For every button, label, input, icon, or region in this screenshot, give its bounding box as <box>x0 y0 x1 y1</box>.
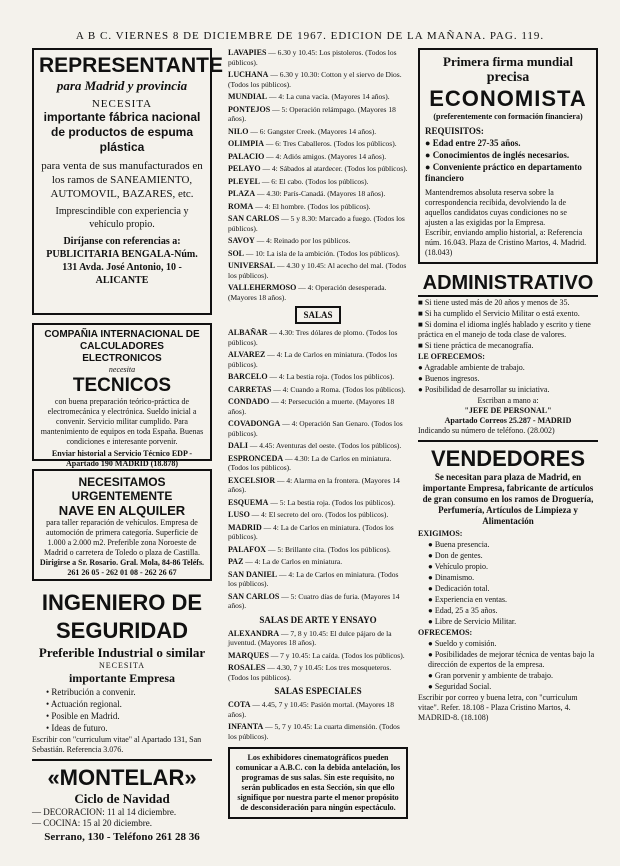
ad-contact: Enviar historial a Servicio Técnico EDP - Apartado 190 MADRID (18.878) <box>51 449 193 468</box>
list-item: ● Buenos ingresos. <box>418 374 480 383</box>
listing-name: LAVAPIES <box>228 48 267 57</box>
listing-entry <box>228 700 408 719</box>
listing-entry <box>228 249 408 259</box>
listing-text: — 4: Operación San Genaro. (Todos los públicos). <box>228 419 403 438</box>
listing-name: EXCELSIOR <box>228 475 276 485</box>
listing-text: — 5: Operación relámpago. (Mayores 18 años). <box>228 104 396 123</box>
listing-entry <box>228 328 408 347</box>
list-item: • Posible en Madrid. <box>46 711 120 721</box>
listing-text: — 6: Gangster Creek. (Mayores 14 años). <box>250 126 377 136</box>
listing-entry <box>228 557 408 567</box>
listing-name: SOL <box>228 248 245 258</box>
list-item: • Ideas de futuro. <box>46 723 108 733</box>
listing-text: — 4.30: Tres dólares de plomo. (Todos los públicos). <box>228 328 398 347</box>
listing-name: SAN CARLOS <box>228 214 280 223</box>
listing-name: OLIMPIA <box>228 139 264 148</box>
section-label: SALAS DE ARTE Y ENSAYO <box>259 614 377 625</box>
listing-text: — 4.45: Aventuras del oeste. (Todos los públicos). <box>249 441 402 450</box>
listing-text: — 4: Operación desesperada. (Mayores 18 años). <box>228 283 387 302</box>
listing-entry <box>228 419 408 438</box>
listing-entry <box>228 570 408 589</box>
listing-text: — 7 y 10.45: La caída. (Todos los públicos). <box>270 650 405 660</box>
listing-name: PELAYO <box>228 164 261 173</box>
listing-entry <box>228 214 408 233</box>
list-item: — COCINA: 15 al 20 diciembre. <box>32 818 152 828</box>
ad-title: Primera firma mundial <box>443 54 573 69</box>
list-item: ● Conocimientos de inglés necesarios. <box>425 150 570 160</box>
list-item: ● Conveniente práctico en departamento financiero <box>425 162 582 183</box>
listing-entry <box>228 498 408 508</box>
section-heading <box>228 615 408 625</box>
listing-name: LUCHANA <box>228 70 269 79</box>
req-label: REQUISITOS: <box>425 126 484 136</box>
ad-ingeniero <box>32 589 212 755</box>
list-item: • Actuación regional. <box>46 699 122 709</box>
left-column <box>32 48 223 843</box>
listing-name: ESPRONCEDA <box>228 453 284 463</box>
listing-name: MUNDIAL <box>228 92 268 101</box>
listing-text: — 4.45, 7 y 10.45: Pasión mortal. (Mayores 18 años). <box>228 700 395 719</box>
list-item: • Retribución a convenir. <box>46 687 136 697</box>
listing-entry <box>228 476 408 495</box>
ad-company: importante fábrica nacional de productos de espuma plástica <box>43 110 201 154</box>
listing-entry <box>228 236 408 246</box>
listing-text: — 6.30 y 10.45: Los pistoleros. (Todos los públicos). <box>228 48 397 67</box>
ad-items <box>32 807 212 829</box>
listing-entry <box>228 283 408 302</box>
ad-montelar <box>32 765 212 843</box>
list-item: ● Edad, 25 a 35 años. <box>428 606 498 615</box>
listing-text: — 4.30 y 10.45: Al acecho del mal. (Todos los públicos). <box>228 261 407 280</box>
ad-necesita: necesita <box>108 365 136 374</box>
ad-text: para venta de sus manufacturados en los ramos de SANEAMIENTO, AUTOMOVIL, BAZARES, etc. <box>41 160 203 200</box>
section-heading <box>228 306 408 324</box>
list-item: ● Seguridad Social. <box>428 682 492 691</box>
listing-entry <box>228 510 408 520</box>
listing-text: — 5, 7 y 10.45: La cuarta dimensión. (Todos los públicos). <box>228 722 400 741</box>
exhibitor-notice: Los exhibidores cinematográficos pueden comunicar a A.B.C. con la debida antelación, los programas de sus salas. Sin este requisito, no serán publicados en esta Sección, sin que ello signifique por nuestra parte el menor propósito de desconsideración para ningún espectáculo. <box>228 747 408 819</box>
ad-empresa: importante Empresa <box>68 671 176 685</box>
ofrece-label: LE OFRECEMOS: <box>418 352 485 361</box>
listing-name: MARQUES <box>228 650 269 660</box>
listing-entry <box>228 177 408 187</box>
ad-nave <box>32 469 212 581</box>
listing-name: LUSO <box>228 510 250 519</box>
listing-text: — 4: La cuna vacía. (Mayores 14 años). <box>268 92 390 101</box>
listing-entry <box>228 441 408 451</box>
listing-entry <box>228 629 408 648</box>
list-item: — DECORACION: 11 al 14 diciembre. <box>32 807 177 817</box>
listing-text: — 4.30: París-Canadá. (Mayores 18 años). <box>257 189 386 198</box>
listing-name: INFANTA <box>228 722 264 731</box>
ad-text: Mantendremos absoluta reserva sobre la correspondencia recibida, devolviendo la de aquellos candidatos cuyas condiciones no se ajusten a las exigidas por la Empresa. <box>425 188 567 227</box>
listing-name: PALACIO <box>228 151 265 161</box>
listing-entry <box>228 152 408 162</box>
list-item: ● Dedicación total. <box>428 584 490 593</box>
list-item: ● Don de gentes. <box>428 551 483 560</box>
listing-name: SAVOY <box>228 236 255 245</box>
ad-intro: Se necesitan para plaza de Madrid, en importante Empresa, fabricante de artículos de gran consumo en los ramos de Droguería, Perfumería, Artículos de Limpieza y Alimentación <box>422 472 594 526</box>
listing-name: ESQUEMA <box>228 497 269 507</box>
ad-contact: Escribir, enviando amplio historial, a: Referencia núm. 16.043. Plaza de Cristino Martos, 4. Madrid. (18.043) <box>425 228 587 257</box>
listing-entry <box>228 722 408 741</box>
ad-contact: Escribir por correo y buena letra, con "curriculum vitae". Refer. 18.108 - Plaza Cristino Martos, 4. MADRID-8. (18.108) <box>418 693 578 722</box>
listing-name: DALI <box>228 441 249 450</box>
exig-label: EXIGIMOS: <box>418 529 463 538</box>
listing-text: — 4.30: La de Carlos en miniatura. (Todos los públicos). <box>228 453 392 472</box>
right-column <box>418 48 598 723</box>
list-item: ● Buena presencia. <box>428 540 490 549</box>
listing-entry <box>228 92 408 102</box>
listing-text: — 4.30, 7 y 10.45: Los tres mosqueteros. (Todos los públicos). <box>228 663 392 682</box>
section-heading <box>228 686 408 696</box>
listing-text: — 4: Cuando a Roma. (Todos los públicos). <box>273 384 406 394</box>
list-item: ● Agradable ambiente de trabajo. <box>418 363 525 372</box>
contact4: Indicando su número de teléfono. (28.002) <box>418 426 555 435</box>
list-item: ● Sueldo y comisión. <box>428 639 497 648</box>
ad-items <box>32 687 212 734</box>
ad-title: REPRESENTANTE <box>39 54 223 77</box>
ad-subtitle: para Madrid y provincia <box>56 78 188 93</box>
exig-list <box>418 540 598 627</box>
ad-items <box>418 298 598 351</box>
ad-company: COMPAÑIA INTERNACIONAL DE CALCULADORES ELECTRONICOS <box>44 329 200 364</box>
listing-entry <box>228 48 408 67</box>
listing-text: — 4: Reinado por los públicos. <box>256 236 351 245</box>
cinema-listings <box>228 48 408 827</box>
listing-name: PALAFOX <box>228 544 267 554</box>
listing-entry <box>228 139 408 149</box>
listing-text: — 4: Persecución a muerte. (Mayores 18 años). <box>228 397 395 416</box>
list-item: ● Experiencia en ventas. <box>428 595 508 604</box>
listing-text: — 4: Alarma en la frontera. (Mayores 14 años). <box>228 475 400 494</box>
ad-title: TECNICOS <box>72 375 172 396</box>
listing-entry <box>228 350 408 369</box>
listing-text: — 4: Sábados al atardecer. (Todos los públicos). <box>262 164 408 173</box>
listing-entry <box>228 372 408 382</box>
listing-entry <box>228 651 408 661</box>
listing-text: — 10: La isla de la ambición. (Todos los públicos). <box>245 248 400 258</box>
ad-contact: Escribir con "curriculum vitae" al Apartado 131, San Sebastián. Referencia 3.076. <box>32 735 202 754</box>
listing-text: — 4: El hombre. (Todos los públicos). <box>255 201 371 211</box>
listing-text: — 6: Tres Caballeros. (Todos los públicos). <box>265 139 397 148</box>
list-item: ■ Si tiene práctica de mecanografía. <box>418 341 534 350</box>
listing-entry <box>228 592 408 611</box>
listing-entry <box>228 189 408 199</box>
ad-economista <box>418 48 598 264</box>
section-label: SALAS ESPECIALES <box>274 686 362 696</box>
ad-contact: Serrano, 130 - Teléfono 261 28 36 <box>44 831 200 843</box>
ad-tecnicos <box>32 323 212 468</box>
listing-entry <box>228 454 408 473</box>
ofrece-list <box>418 363 598 395</box>
contact2: "JEFE DE PERSONAL" <box>464 406 552 415</box>
ad-contact: Diríjanse con referencias a: PUBLICITARIA BENGALA-Núm. 131 Avda. José Antonio, 10 - ALICANTE <box>46 236 198 286</box>
listing-entry <box>228 663 408 682</box>
listing-name: PLEYEL <box>228 176 261 186</box>
ad-text: con buena preparación teórico-práctica de electromecánica y electrónica. Sueldo inicial a convenir. Servicio militar cumplido. Para mantenimiento de equipos en toda España. Buenas condiciones e interesante porvenir. <box>40 397 204 446</box>
list-item: ● Dinamismo. <box>428 573 475 582</box>
ad-representante <box>32 48 223 315</box>
list-item: ● Posibilidad de desarrollar su iniciativa. <box>418 385 550 394</box>
listing-text: — 4: La de Carlos en miniatura. (Todos los públicos). <box>228 522 394 541</box>
listing-entry <box>228 127 408 137</box>
ad-subtitle: (preferentemente con formación financiera) <box>433 112 583 121</box>
listing-text: — 5 y 8.30: Marcado a fuego. (Todos los públicos). <box>228 214 405 233</box>
listing-name: SAN DANIEL <box>228 569 278 579</box>
list-item: ● Edad entre 27-35 años. <box>425 138 521 148</box>
req-list <box>425 138 591 184</box>
section-label: SALAS <box>295 306 340 324</box>
listing-text: — 5: La bestia roja. (Todos los públicos). <box>270 497 395 507</box>
listing-text: — 4: La de Carlos en miniatura. (Todos los públicos). <box>228 569 399 588</box>
listing-name: COVADONGA <box>228 419 281 428</box>
listing-name: VALLEHERMOSO <box>228 283 297 292</box>
ad-title: ADMINISTRATIVO <box>418 272 598 297</box>
listing-text: — 7, 8 y 10.45: El dulce pájaro de la juventud. (Mayores 18 años). <box>228 628 392 647</box>
ad-contact: Dirigirse a Sr. Rosario. Gral. Mola, 84-86 Teléfs. 261 26 05 - 262 01 08 - 262 26 67 <box>39 558 205 577</box>
list-item: ■ Si tiene usted más de 20 años y menos de 35. <box>418 298 570 307</box>
listing-name: CONDADO <box>228 397 270 406</box>
listing-entry <box>228 261 408 280</box>
ad-title2: NAVE EN ALQUILER <box>58 503 186 518</box>
listing-entry <box>228 397 408 416</box>
listing-name: ROMA <box>228 201 254 211</box>
listing-name: PAZ <box>228 557 244 566</box>
contact3: Apartado Correos 25.287 - MADRID <box>444 416 572 425</box>
list-item: ● Vehículo propio. <box>428 562 489 571</box>
listing-name: UNIVERSAL <box>228 261 276 270</box>
ad-title: VENDEDORES <box>430 446 586 471</box>
list-item: ■ Si ha cumplido el Servicio Militar o está exento. <box>418 309 580 318</box>
listing-entry <box>228 545 408 555</box>
ad-title: NECESITAMOS URGENTEMENTE <box>71 475 173 503</box>
ofrec-label: OFRECEMOS: <box>418 628 473 637</box>
listing-text: — 4: El secreto del oro. (Todos los públicos). <box>251 510 389 519</box>
listing-name: COTA <box>228 700 251 709</box>
list-item: ● Libre de Servicio Militar. <box>428 617 517 626</box>
ad-title2: precisa <box>486 70 530 85</box>
ad-pref: Preferible Industrial o similar <box>38 645 206 660</box>
ad-text2: Imprescindible con experiencia y vehículo propio. <box>55 206 189 230</box>
listing-text: — 4: Adiós amigos. (Mayores 14 años). <box>266 151 387 161</box>
listing-text: — 5: Brillante cita. (Todos los públicos). <box>267 544 391 554</box>
listing-name: BARCELO <box>228 372 268 381</box>
listing-text: — 4: La de Carlos en miniatura. <box>245 557 343 566</box>
listing-entry <box>228 70 408 89</box>
listing-entry <box>228 202 408 212</box>
listing-text: — 6.30 y 10.30: Cotton y el siervo de Dios. (Todos los públicos). <box>228 70 402 89</box>
list-item: ● Posibilidades de mejorar técnica de ventas bajo la dirección de expertos de la empresa. <box>428 650 595 669</box>
ad-administrativo <box>418 272 598 436</box>
ad-text: para taller reparación de vehículos. Empresa de automoción de primera categoría. Superficie de 1.000 a 2.000 m2. Preferible zona Noroeste de Madrid o carretera de Toledo o plaza de Castilla. <box>44 518 200 557</box>
list-item: ● Gran porvenir y ambiente de trabajo. <box>428 671 554 680</box>
listing-entry <box>228 164 408 174</box>
ad-vendedores <box>418 446 598 723</box>
listing-name: CARRETAS <box>228 384 272 394</box>
listing-entry <box>228 385 408 395</box>
listing-entry <box>228 523 408 542</box>
ofrec-list <box>418 639 598 692</box>
listing-entry <box>228 105 408 124</box>
listing-name: ALVAREZ <box>228 350 266 359</box>
listing-text: — 4: La bestia roja. (Todos los públicos). <box>269 372 395 381</box>
listing-name: NILO <box>228 126 249 136</box>
listing-name: SAN CARLOS <box>228 591 280 601</box>
listing-name: MADRID <box>228 522 262 532</box>
listing-name: PLAZA <box>228 189 256 198</box>
listing-text: — 5: Cuatro días de furia. (Mayores 14 años). <box>228 591 400 610</box>
ad-necesita: NECESITA <box>98 661 146 670</box>
listing-name: ALEXANDRA <box>228 628 280 638</box>
ad-subtitle: Ciclo de Navidad <box>74 791 170 806</box>
listing-name: ROSALES <box>228 663 266 672</box>
listing-text: — 6: El cabo. (Todos los públicos). <box>261 176 369 186</box>
list-item: ■ Si domina el idioma inglés hablado y escrito y tiene práctica en el manejo de toda clase de valores. <box>418 320 591 339</box>
listing-name: ALBAÑAR <box>228 328 268 337</box>
listing-name: PONTEJOS <box>228 104 271 114</box>
page-header: A B C. VIERNES 8 DE DICIEMBRE DE 1967. EDICION DE LA MAÑANA. PAG. 119. <box>75 30 545 42</box>
ad-title: «MONTELAR» <box>47 765 197 790</box>
listing-text: — 4: La de Carlos en miniatura. (Todos los públicos). <box>228 350 398 369</box>
ad-necesita: NECESITA <box>91 98 153 110</box>
contact: Escriban a mano a: <box>477 396 539 405</box>
ad-title3: ECONOMISTA <box>429 86 587 111</box>
ad-title: INGENIERO DE SEGURIDAD <box>41 590 203 643</box>
